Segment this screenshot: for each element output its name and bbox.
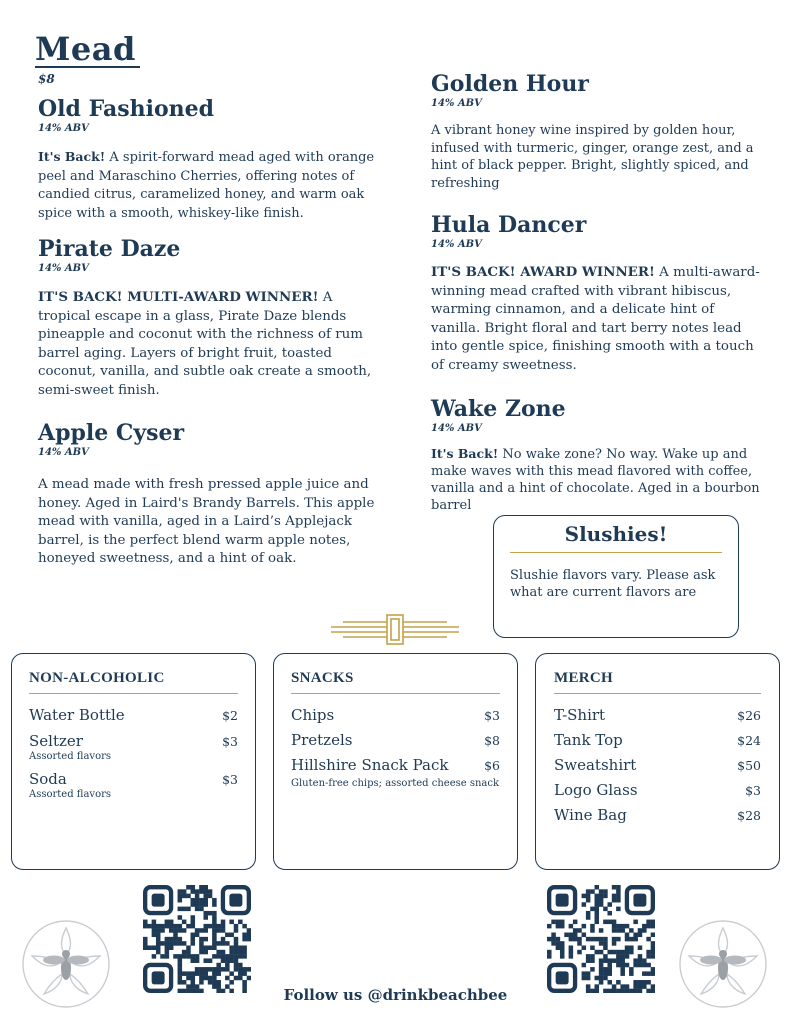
mead-abv: 14% ABV — [38, 123, 89, 134]
list-item — [291, 756, 500, 790]
list-item — [554, 731, 761, 749]
mead-name: Pirate Daze — [38, 236, 181, 262]
item-name: Wine Bag — [554, 806, 627, 824]
mead-abv: 14% ABV — [38, 447, 89, 458]
mead-price: $8 — [38, 72, 55, 86]
slushies-text: Slushie flavors vary. Please ask what are current flavors are — [510, 568, 716, 600]
item-price: $50 — [737, 758, 761, 773]
mead-description: It's Back! A spirit-forward mead aged with orange peel and Maraschino Cherries, offering notes of candied citrus, caramelized honey, and warm oak spice with a smooth, whiskey-like finish. — [38, 149, 375, 221]
item-price: $6 — [484, 758, 500, 773]
slushies-box — [493, 515, 739, 638]
item-price: $28 — [737, 808, 761, 823]
mead-abv: 14% ABV — [431, 239, 482, 250]
mead-name: Hula Dancer — [431, 212, 587, 238]
item-subtext: Assorted flavors — [29, 789, 112, 800]
art-deco-divider-icon — [331, 612, 459, 648]
item-name: Chips — [291, 706, 335, 724]
mead-item-apple-cyser — [38, 420, 388, 569]
item-name: Tank Top — [554, 731, 623, 749]
item-price: $3 — [222, 734, 238, 749]
follow-us-text[interactable]: Follow us @drinkbeachbee — [283, 986, 508, 1004]
item-name: Sweatshirt — [554, 756, 637, 774]
item-name: Pretzels — [291, 731, 353, 749]
mead-abv: 14% ABV — [38, 263, 89, 274]
item-price: $2 — [222, 708, 238, 723]
item-price: $8 — [484, 733, 500, 748]
item-name: T-Shirt — [554, 706, 606, 724]
page-title: Mead — [35, 32, 140, 68]
mead-description: IT'S BACK! MULTI-AWARD WINNER! A tropical escape in a glass, Pirate Daze blends pineapple and coconut with the richness of rum barrel aging. Layers of bright fruit, toasted coconut, vanilla, and subtle oak create a smooth, semi-sweet finish. — [38, 289, 372, 398]
merch-title: MERCH — [554, 670, 761, 694]
list-item — [29, 732, 238, 762]
mead-name: Apple Cyser — [38, 420, 185, 446]
item-name: Water Bottle — [29, 706, 125, 724]
mead-item-wake-zone — [431, 396, 766, 514]
item-price: $3 — [222, 772, 238, 787]
qr-code-icon[interactable] — [143, 885, 251, 993]
list-item — [554, 806, 761, 824]
list-item — [291, 706, 500, 724]
qr-code-icon[interactable] — [547, 885, 655, 993]
item-price: $26 — [737, 708, 761, 723]
item-subtext: Gluten-free chips; assorted cheese snack — [291, 778, 500, 789]
snacks-title: SNACKS — [291, 670, 500, 694]
mead-description: A vibrant honey wine inspired by golden hour, infused with turmeric, ginger, orange zest, and a hint of black pepper. Bright, slightly spiced, and refreshing — [431, 123, 754, 191]
non-alcoholic-title: NON-ALCOHOLIC — [29, 670, 238, 694]
list-item — [29, 770, 238, 800]
item-name: Seltzer — [29, 732, 83, 750]
mead-name: Wake Zone — [431, 396, 566, 422]
mead-description: A mead made with fresh pressed apple juice and honey. Aged in Laird's Brandy Barrels. This apple mead with vanilla, aged in a Laird’s Applejack barrel, is the perfect blend warm apple notes, honeyed sweetness, and a hint of oak. — [38, 477, 375, 566]
snacks-box — [273, 653, 518, 870]
item-name: Soda — [29, 770, 67, 788]
mead-item-golden-hour — [431, 71, 766, 192]
slushies-title: Slushies! — [510, 522, 722, 553]
item-name: Logo Glass — [554, 781, 638, 799]
list-item — [291, 731, 500, 749]
mead-abv: 14% ABV — [431, 423, 482, 434]
item-price: $3 — [745, 783, 761, 798]
mead-description: IT'S BACK! AWARD WINNER! A multi-award-winning mead crafted with vibrant hibiscus, warming cinnamon, and a delicate hint of vanilla. Bright floral and tart berry notes lead into gentle spice, finishing smooth with a touch of creamy sweetness. — [431, 264, 760, 373]
list-item — [29, 706, 238, 724]
mead-abv: 14% ABV — [431, 98, 482, 109]
mead-description: It's Back! No wake zone? No way. Wake up and make waves with this mead flavored with coffee, vanilla and a hint of chocolate. Aged in a bourbon barrel — [431, 446, 760, 513]
mead-name: Golden Hour — [431, 71, 589, 97]
merch-box — [535, 653, 780, 870]
non-alcoholic-box — [11, 653, 256, 870]
list-item — [554, 706, 761, 724]
list-item — [554, 756, 761, 774]
item-price: $3 — [484, 708, 500, 723]
mead-item-old-fashioned — [38, 96, 388, 223]
mead-name: Old Fashioned — [38, 96, 215, 122]
mead-item-hula-dancer — [431, 212, 766, 375]
item-subtext: Assorted flavors — [29, 751, 112, 762]
item-price: $24 — [737, 733, 761, 748]
item-name: Hillshire Snack Pack — [291, 756, 449, 774]
list-item — [554, 781, 761, 799]
mead-item-pirate-daze — [38, 236, 388, 400]
